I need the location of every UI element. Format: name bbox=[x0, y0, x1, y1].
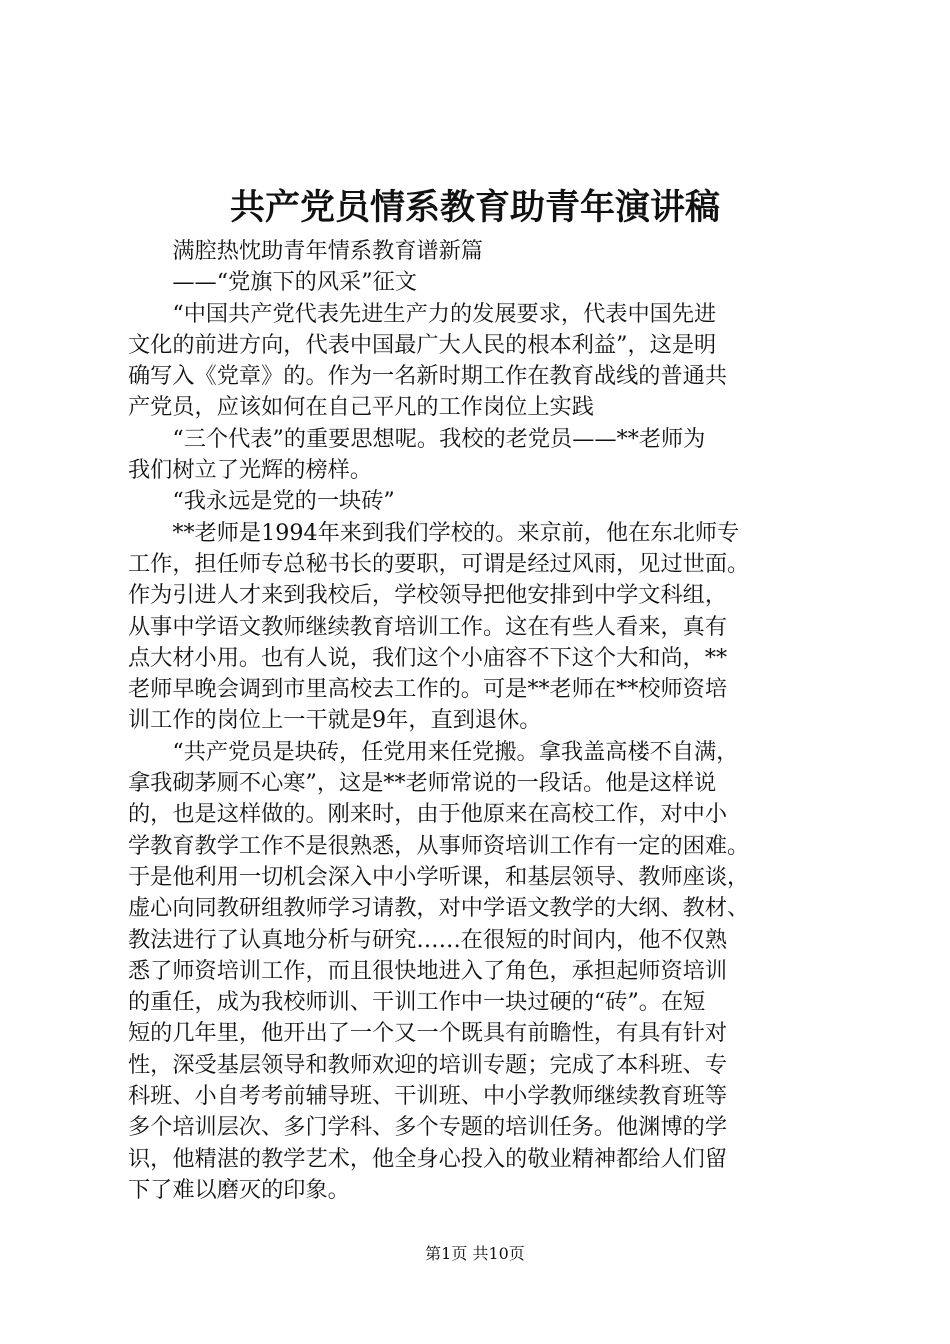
body-line: 于是他利用一切机会深入中小学听课，和基层领导、教师座谈， bbox=[128, 863, 750, 890]
body-line: “中国共产党代表先进生产力的发展要求，代表中国先进 bbox=[128, 300, 717, 327]
body-line: 我们树立了光辉的榜样。 bbox=[128, 457, 373, 484]
body-line: **老师是1994年来到我们学校的。来京前，他在东北师专 bbox=[128, 519, 740, 546]
body-line: “三个代表”的重要思想呢。我校的老党员——**老师为 bbox=[128, 425, 706, 452]
body-line: 工作，担任师专总秘书长的要职，可谓是经过风雨，见过世面。 bbox=[128, 550, 750, 577]
body-line: 学教育教学工作不是很熟悉，从事师资培训工作有一定的困难。 bbox=[128, 832, 750, 859]
body-line: 文化的前进方向，代表中国最广大人民的根本利益”，这是明 bbox=[128, 331, 717, 358]
body-line: 多个培训层次、多门学科、多个专题的培训任务。他渊博的学 bbox=[128, 1114, 728, 1141]
body-line: 训工作的岗位上一干就是9年，直到退休。 bbox=[128, 707, 542, 734]
body-line: 满腔热忱助青年情系教育谱新篇 bbox=[128, 238, 483, 264]
page-footer: 第1页 共10页 bbox=[425, 1244, 525, 1263]
document-body bbox=[128, 236, 838, 1206]
body-line: 科班、小自考考前辅导班、干训班、中小学教师继续教育班等 bbox=[128, 1083, 728, 1110]
body-line: 教法进行了认真地分析与研究……在很短的时间内，他不仅熟 bbox=[128, 926, 728, 953]
body-line: 拿我砌茅厕不心寒”，这是**老师常说的一段话。他是这样说 bbox=[128, 770, 717, 797]
body-line: 从事中学语文教师继续教育培训工作。这在有些人看来，真有 bbox=[128, 613, 728, 640]
body-line: 短的几年里，他开出了一个又一个既具有前瞻性，有具有针对 bbox=[128, 1020, 728, 1047]
body-line: 下了难以磨灭的印象。 bbox=[128, 1176, 350, 1203]
body-line: ——“党旗下的风采”征文 bbox=[128, 269, 417, 296]
body-line: 点大材小用。也有人说，我们这个小庙容不下这个大和尚，** bbox=[128, 644, 728, 671]
body-line: 虚心向同教研组教师学习请教，对中学语文教学的大纲、教材、 bbox=[128, 895, 750, 922]
body-line: 识，他精湛的教学艺术，他全身心投入的敬业精神都给人们留 bbox=[128, 1145, 728, 1172]
document-title: 共产党员情系教育助青年演讲稿 bbox=[229, 187, 720, 228]
body-line: 性，深受基层领导和教师欢迎的培训专题；完成了本科班、专 bbox=[128, 1051, 728, 1078]
body-line: “我永远是党的一块砖” bbox=[128, 488, 395, 515]
body-line: 的重任，成为我校师训、干训工作中一块过硬的“砖”。在短 bbox=[128, 989, 706, 1016]
body-line: 老师早晚会调到市里高校去工作的。可是**老师在**校师资培 bbox=[128, 676, 728, 703]
body-line: 悉了师资培训工作，而且很快地进入了角色，承担起师资培训 bbox=[128, 957, 728, 984]
body-line: “共产党员是块砖，任党用来任党搬。拿我盖高楼不自满， bbox=[128, 738, 739, 765]
body-line: 的，也是这样做的。刚来时，由于他原来在高校工作，对中小 bbox=[128, 801, 728, 828]
body-line: 作为引进人才来到我校后，学校领导把他安排到中学文科组， bbox=[128, 582, 728, 609]
body-line: 确写入《党章》的。作为一名新时期工作在教育战线的普通共 bbox=[128, 363, 728, 390]
body-line: 产党员，应该如何在自己平凡的工作岗位上实践 bbox=[128, 394, 594, 421]
